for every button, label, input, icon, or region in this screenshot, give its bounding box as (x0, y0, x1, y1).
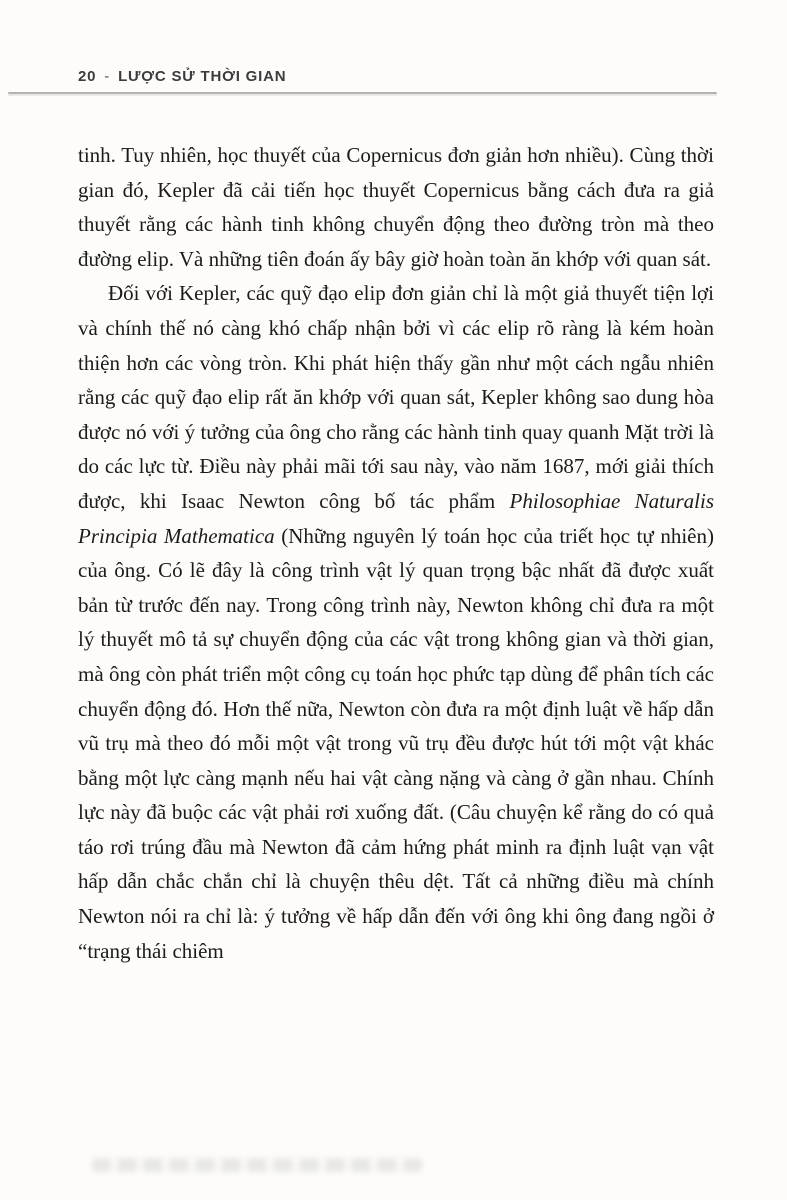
italic-text-run: Philosophiae Naturalis Principia Mathematica (78, 488, 714, 548)
header-separator: - (104, 68, 111, 85)
header-rule (8, 92, 717, 94)
text-run: Đối với Kepler, các quỹ đạo elip đơn giản chỉ là một giả thuyết tiện lợi và chính thế nó càng khó chấp nhận bởi vì các elip rõ ràng là kém hoàn thiện hơn các vòng tròn. Khi phát hiện thấy gần như một cách ngẫu nhiên rằng các quỹ đạo elip rất ăn khớp với quan sát, Kepler không sao dung hòa được nó với ý tưởng của ông cho rằng các hành tinh quay quanh Mặt trời là do các lực từ. Điều này phải mãi tới sau này, vào năm 1687, mới giải thích được, khi Isaac Newton công bố tác phẩm (78, 281, 714, 513)
text-run: tinh. Tuy nhiên, học thuyết của Copernicus đơn giản hơn nhiều). Cùng thời gian đó, Kepler đã cải tiến học thuyết Copernicus bằng cách đưa ra giả thuyết rằng các hành tinh không chuyển động theo đường tròn mà theo đường elip. Và những tiên đoán ấy bây giờ hoàn toàn ăn khớp với quan sát. (78, 143, 714, 271)
page-number: 20 (78, 68, 97, 85)
paragraph (78, 138, 714, 276)
book-title: LƯỢC SỬ THỜI GIAN (118, 68, 287, 85)
bleed-through-smudge (92, 1158, 422, 1172)
paragraph (78, 276, 714, 968)
page-body (78, 138, 714, 968)
text-run: (Những nguyên lý toán học của triết học tự nhiên) của ông. Có lẽ đây là công trình vật lý quan trọng bậc nhất đã được xuất bản từ trước đến nay. Trong công trình này, Newton không chỉ đưa ra một lý thuyết mô tả sự chuyển động của các vật trong không gian và thời gian, mà ông còn phát triển một công cụ toán học phức tạp dùng để phân tích các chuyển động đó. Hơn thế nữa, Newton còn đưa ra một định luật về hấp dẫn vũ trụ mà theo đó mỗi một vật trong vũ trụ đều được hút tới một vật khác bằng một lực càng mạnh nếu hai vật càng nặng và càng ở gần nhau. Chính lực này đã buộc các vật phải rơi xuống đất. (Câu chuyện kể rằng do có quả táo rơi trúng đầu mà Newton đã cảm hứng phát minh ra định luật vạn vật hấp dẫn chắc chắn chỉ là chuyện thêu dệt. Tất cả những điều mà chính Newton nói ra chỉ là: ý tưởng về hấp dẫn đến với ông khi ông đang ngồi ở “trạng thái chiêm (78, 523, 714, 963)
page-header (78, 68, 715, 85)
